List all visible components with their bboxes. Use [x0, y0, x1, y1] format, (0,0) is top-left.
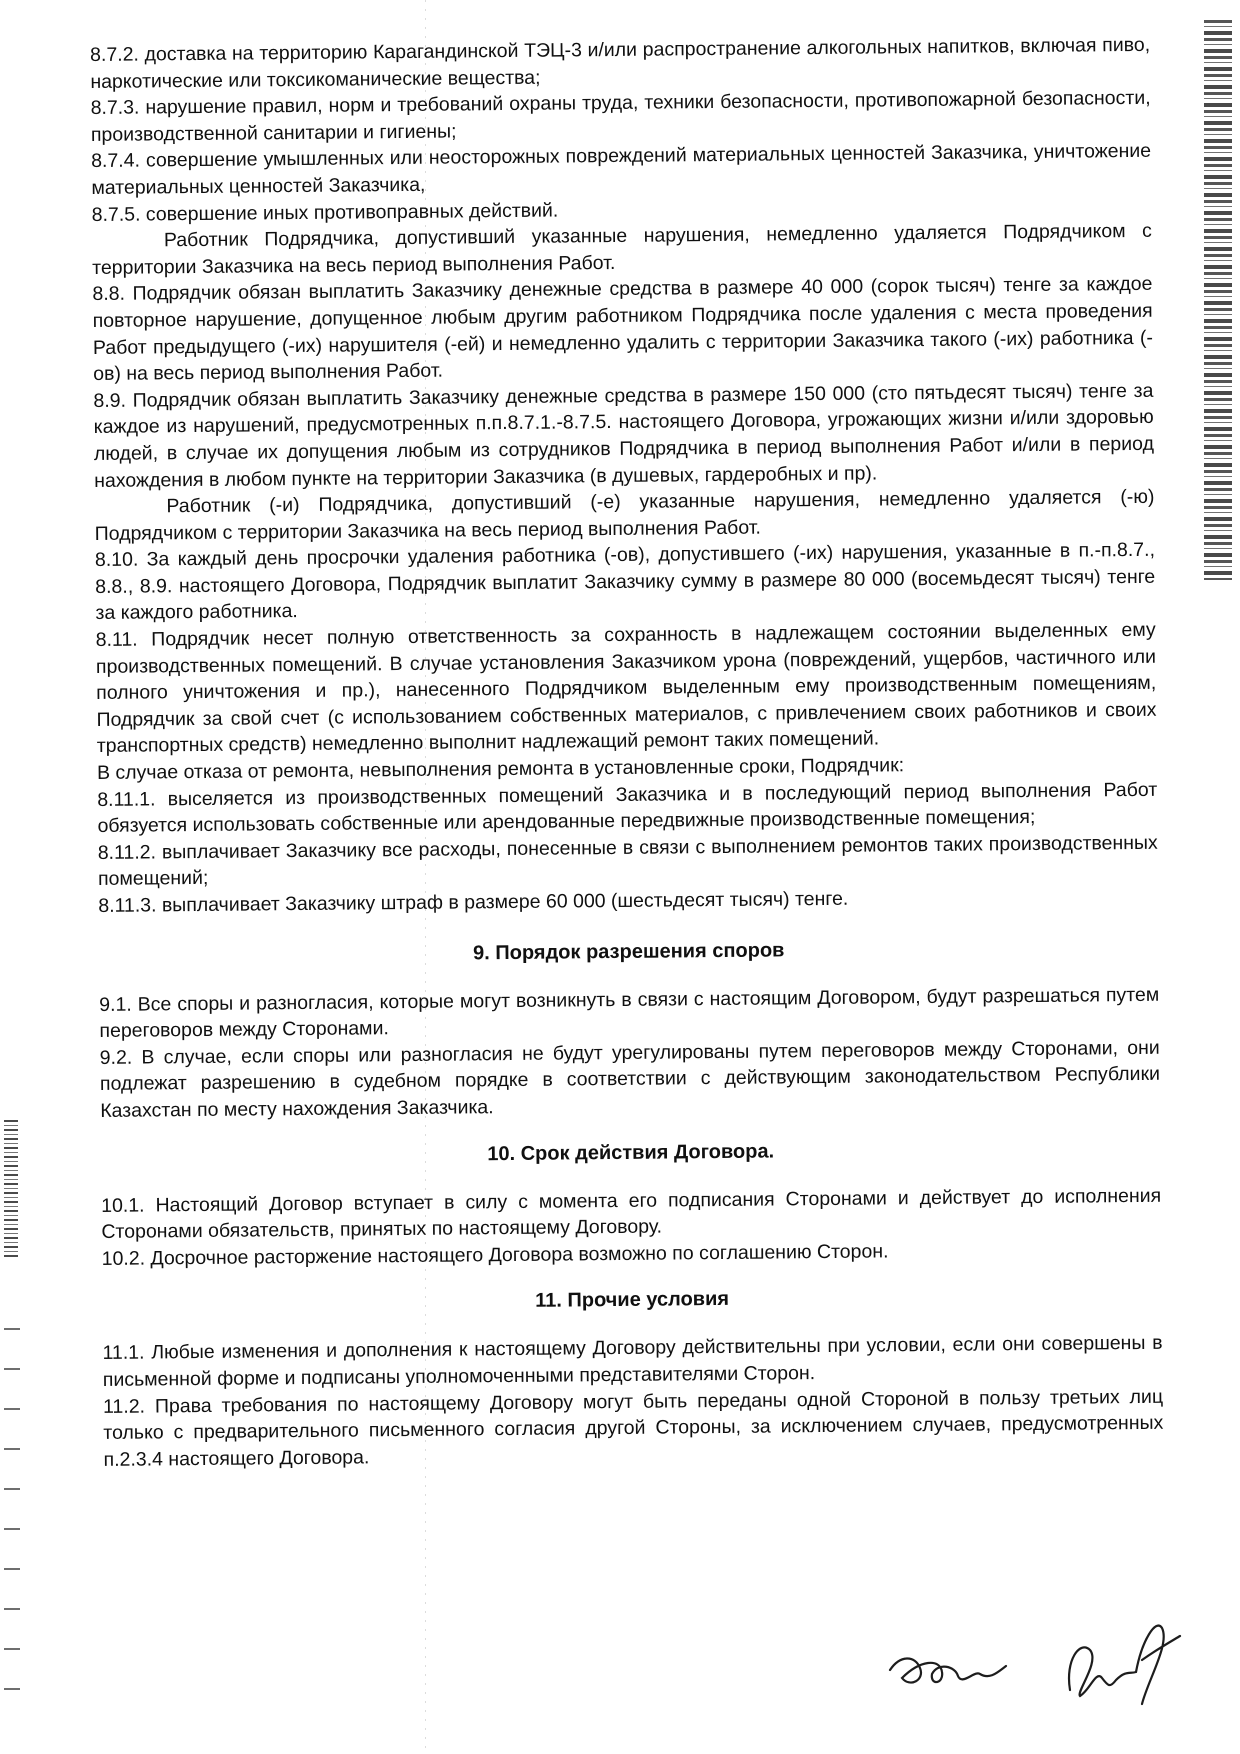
- signature-left: [890, 1658, 1006, 1682]
- section9-heading: 9. Порядок разрешения споров: [472, 938, 785, 964]
- scan-edge-ticks: [4, 1290, 20, 1710]
- clause-8-8: 8.8. Подрядчик обязан выплатить Заказчику денежные средства в размере 40 000 (сорок тысяч) тенге за каждое повторное нарушение, допущенное любым другим работником Подрядчика после удаления с места проведения Работ предыдущего (-их) нарушителя (-ей) и немедленно удалить с территории Заказчика такого (-их) работника (-ов) на весь период выполнения Работ.: [92, 273, 1153, 386]
- clause-11-1: 11.1. Любые изменения и дополнения к настоящему Договору действительны при условии, если они совершены в письменной форме и подписаны уполномоченными представителями Сторон.: [102, 1332, 1163, 1391]
- clause-8-7-2: 8.7.2. доставка на территорию Карагандинской ТЭЦ-3 и/или распространение алкогольных напитков, включая пиво, наркотические или токсикоманические вещества;: [90, 33, 1151, 93]
- clause-8-11-1: 8.11.1. выселяется из производственных помещений Заказчика и в последующий период выполнения Работ обязуется использовать собственные или арендованные передвижные производственные помещения;: [97, 778, 1158, 838]
- clause-8-7-5: 8.7.5. совершение иных противоправных действий.: [91, 199, 559, 226]
- clause-8-7-note: Работник Подрядчика, допустивший указанные нарушения, немедленно удаляется Подрядчиком с территории Заказчика на весь период выполнения Работ.: [92, 219, 1152, 279]
- clause-8-11-refusal: В случае отказа от ремонта, невыполнения ремонта в установленные сроки, Подрядчик:: [96, 754, 905, 784]
- clause-8-11-2: 8.11.2. выплачивает Заказчику все расходы, понесенные в связи с выполнением ремонтов таких производственных помещений;: [97, 831, 1158, 891]
- clause-10-1: 10.1. Настоящий Договор вступает в силу с момента его подписания Сторонами и действует до исполнения Сторонами обязательств, принятых по настоящему Договору.: [101, 1184, 1162, 1244]
- clause-11-2: 11.2. Права требования по настоящему Договору могут быть переданы одной Стороной в пользу третьих лиц только с предварительного письменного согласия другой Стороны, за исключением случаев, предусмотренных п.2.3.4 настоящего Договора.: [102, 1385, 1164, 1471]
- clause-8-11: 8.11. Подрядчик несет полную ответственность за сохранность в надлежащем состоянии выделенных ему производственных помещений. В случае установления Заказчиком урона (повреждений, ущербов, частичного или полного уничтожения и пр.), нанесенного Подрядчиком выделенным ему производственным помещениям, Подрядчик за свой счет (с использованием собственных материалов, с привлечением своих работников и своих транспортных средств) немедленно выполнит надлежащий ремонт таких помещений.: [95, 618, 1157, 758]
- signature-right: [1069, 1626, 1180, 1704]
- clause-8-7-4: 8.7.4. совершение умышленных или неосторожных повреждений материальных ценностей Заказчика, уничтожение материальных ценностей Заказчика,: [91, 140, 1152, 199]
- clause-8-9: 8.9. Подрядчик обязан выплатить Заказчику денежные средства в размере 150 000 (сто пятьдесят тысяч) тенге за каждое из нарушений, предусмотренных п.п.8.7.1.-8.7.5. настоящего Договора, угрожающих жизни и/или здоровью людей, в случае их допущения любым из сотрудников Подрядчика в период выполнения Работ и/или в период нахождения в любом пункте на территории Заказчика (в душевых, гардеробных и пр).: [93, 379, 1155, 492]
- section8-body: [90, 32, 1164, 1473]
- clause-8-9-note: Работник (-и) Подрядчика, допустивший (-е) указанные нарушения, немедленно удаляется (-ю) Подрядчиком с территории Заказчика на весь период выполнения Работ.: [94, 485, 1155, 545]
- signatures: [880, 1600, 1220, 1720]
- scan-edge-artifact-left: [4, 1120, 18, 1260]
- clause-10-2: 10.2. Досрочное расторжение настоящего Договора возможно по соглашению Сторон.: [101, 1240, 889, 1270]
- clause-8-7-3: 8.7.3. нарушение правил, норм и требований охраны труда, техники безопасности, противопожарной безопасности, производственной санитарии и гигиены;: [90, 87, 1151, 146]
- section10-heading: 10. Срок действия Договора.: [487, 1140, 775, 1165]
- scan-edge-artifact: [1204, 20, 1232, 580]
- clause-8-11-3: 8.11.3. выплачивает Заказчику штраф в размере 60 000 (шестьдесят тысяч) тенге.: [98, 887, 849, 917]
- clause-9-2: 9.2. В случае, если споры или разногласия не будут урегулированы путем переговоров между Сторонами, они подлежат разрешению в судебном порядке в соответствии с действующим законодательством Республики Казахстан по месту нахождения Заказчика.: [99, 1036, 1161, 1122]
- clause-9-1: 9.1. Все споры и разногласия, которые могут возникнуть в связи с настоящим Договором, будут разрешаться путем переговоров между Сторонами.: [99, 983, 1160, 1043]
- section11-heading: 11. Прочие условия: [535, 1288, 730, 1313]
- clause-8-10: 8.10. За каждый день просрочки удаления работника (-ов), допустившего (-их) нарушения, указанные в п.-п.8.7., 8.8., 8.9. настоящего Договора, Подрядчик выплатит Заказчику сумму в размере 80 000 (восемьдесят тысяч) тенге за каждого работника.: [94, 539, 1156, 625]
